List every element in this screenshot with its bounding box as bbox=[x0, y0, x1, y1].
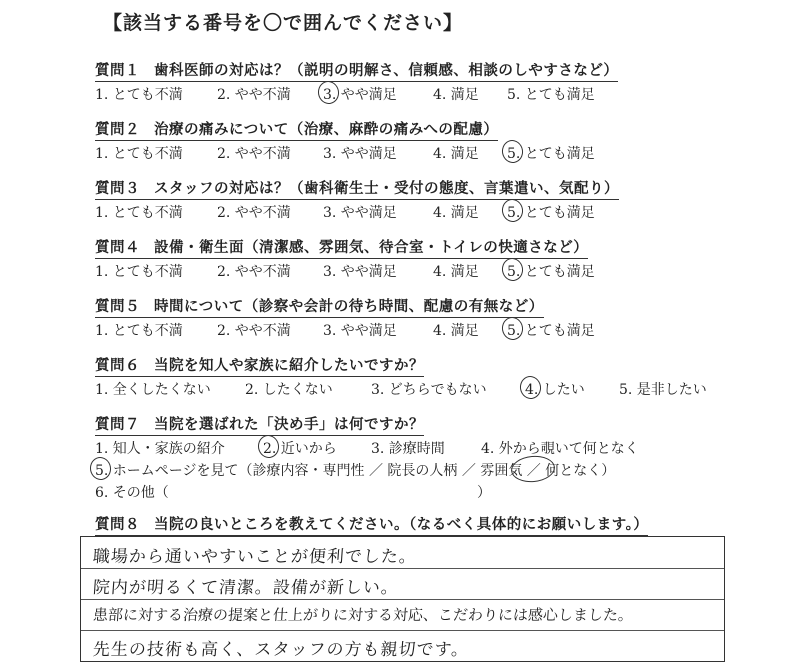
q3-option-5: 5. とても満足 bbox=[507, 202, 595, 222]
q1-option-2: 2. やや不満 bbox=[217, 87, 291, 103]
question-2-title bbox=[95, 118, 498, 141]
question-3-title bbox=[95, 177, 619, 200]
question-3-number: 質問３ bbox=[95, 180, 140, 197]
q7-option-6: 6. その他（ bbox=[95, 485, 169, 501]
q4-option-1: 1. とても不満 bbox=[95, 264, 183, 280]
q4-option-4: 4. 満足 bbox=[433, 264, 479, 280]
q6-option-4: 4. したい bbox=[525, 379, 585, 399]
q1-option-1: 1. とても不満 bbox=[95, 87, 183, 103]
question-3 bbox=[95, 177, 619, 221]
q7-option-5: 5. ホームページを見て（診療内容・専門性 ／ 院長の人柄 ／ 雰囲気 ／ 何となく） bbox=[95, 460, 615, 480]
question-4 bbox=[95, 236, 595, 280]
q2-option-4: 4. 満足 bbox=[433, 146, 479, 162]
question-1 bbox=[95, 59, 618, 103]
question-4-number: 質問４ bbox=[95, 239, 140, 256]
comment-answer-3: 患部に対する治療の提案と仕上がりに対する対応、こだわりには感心しました。 bbox=[92, 606, 634, 624]
question-7-option-5-row bbox=[95, 460, 616, 479]
q3-option-1: 1. とても不満 bbox=[95, 205, 183, 221]
q7-option-6-close: ） bbox=[477, 485, 491, 501]
q5-option-5: 5. とても満足 bbox=[507, 320, 595, 340]
q3-option-3: 3. やや満足 bbox=[323, 205, 397, 221]
question-7-options bbox=[95, 438, 639, 457]
question-8 bbox=[95, 513, 648, 536]
q2-option-1: 1. とても不満 bbox=[95, 146, 183, 162]
comment-line bbox=[81, 599, 724, 600]
q6-option-5: 5. 是非したい bbox=[619, 382, 707, 398]
comment-answer-2: 院内が明るくて清潔。設備が新しい。 bbox=[92, 578, 400, 598]
q2-option-2: 2. やや不満 bbox=[217, 146, 291, 162]
question-1-title bbox=[95, 59, 618, 82]
q6-option-3: 3. どちらでもない bbox=[371, 382, 487, 398]
q4-option-3: 3. やや満足 bbox=[323, 264, 397, 280]
q1-option-4: 4. 満足 bbox=[433, 87, 479, 103]
question-4-options bbox=[95, 261, 595, 280]
question-2-options bbox=[95, 143, 595, 162]
question-6-options bbox=[95, 379, 707, 398]
question-5-title bbox=[95, 295, 544, 318]
question-5-options bbox=[95, 320, 595, 339]
comment-line bbox=[81, 630, 724, 631]
q5-option-3: 3. やや満足 bbox=[323, 323, 397, 339]
comment-answer-1: 職場から通いやすいことが便利でした。 bbox=[92, 547, 418, 567]
q5-option-4: 4. 満足 bbox=[433, 323, 479, 339]
question-1-options bbox=[95, 84, 618, 103]
question-2-number: 質問２ bbox=[95, 121, 140, 138]
q1-option-5: 5. とても満足 bbox=[507, 87, 595, 103]
question-7-number: 質問７ bbox=[95, 416, 140, 433]
comment-line bbox=[81, 568, 724, 569]
comment-answer-4: 先生の技術も高く、スタッフの方も親切です。 bbox=[92, 640, 470, 660]
question-6-text: 当院を知人や家族に紹介したいですか？ bbox=[154, 357, 424, 374]
question-6-title bbox=[95, 354, 424, 377]
q5-option-1: 1. とても不満 bbox=[95, 323, 183, 339]
question-6 bbox=[95, 354, 707, 398]
question-7-title bbox=[95, 413, 424, 436]
question-6-number: 質問６ bbox=[95, 357, 140, 374]
q4-option-5: 5. とても満足 bbox=[507, 261, 595, 281]
question-8-text: 当院の良いところを教えてください。（なるべく具体的にお願いします。） bbox=[154, 516, 649, 533]
question-2-text: 治療の痛みについて（治療、麻酔の痛みへの配慮） bbox=[154, 121, 499, 138]
q1-option-3: 3. やや満足 bbox=[323, 84, 397, 104]
question-8-title bbox=[95, 513, 648, 536]
q3-option-2: 2. やや不満 bbox=[217, 205, 291, 221]
question-2 bbox=[95, 118, 595, 162]
question-3-text: スタッフの対応は？（歯科衛生士・受付の態度、言葉遣い、気配り） bbox=[154, 180, 619, 197]
q6-option-1: 1. 全くしたくない bbox=[95, 382, 211, 398]
question-7 bbox=[95, 413, 639, 501]
question-4-text: 設備・衛生面（清潔感、雰囲気、待合室・トイレの快適さなど） bbox=[154, 239, 589, 256]
q2-option-5: 5. とても満足 bbox=[507, 143, 595, 163]
question-7-text: 当院を選ばれた「決め手」は何ですか？ bbox=[154, 416, 424, 433]
q5-option-2: 2. やや不満 bbox=[217, 323, 291, 339]
question-1-number: 質問１ bbox=[95, 62, 140, 79]
q7-option-4: 4. 外から覗いて何となく bbox=[481, 441, 639, 457]
question-4-title bbox=[95, 236, 588, 259]
question-7-option-6-row bbox=[95, 482, 491, 501]
q6-option-2: 2. したくない bbox=[245, 382, 333, 398]
question-8-number: 質問８ bbox=[95, 516, 140, 533]
q3-option-4: 4. 満足 bbox=[433, 205, 479, 221]
question-5-text: 時間について（診察や会計の待ち時間、配慮の有無など） bbox=[154, 298, 544, 315]
question-5 bbox=[95, 295, 595, 339]
q7-option-3: 3. 診療時間 bbox=[371, 441, 445, 457]
comment-box bbox=[80, 536, 725, 662]
q4-option-2: 2. やや不満 bbox=[217, 264, 291, 280]
q2-option-3: 3. やや満足 bbox=[323, 146, 397, 162]
q7-option-2: 2. 近いから bbox=[263, 438, 337, 458]
q7-option-1: 1. 知人・家族の紹介 bbox=[95, 441, 225, 457]
survey-header: 【該当する番号を〇で囲んでください】 bbox=[103, 12, 464, 34]
question-1-text: 歯科医師の対応は？（説明の明解さ、信頼感、相談のしやすさなど） bbox=[154, 62, 619, 79]
question-3-options bbox=[95, 202, 619, 221]
question-5-number: 質問５ bbox=[95, 298, 140, 315]
